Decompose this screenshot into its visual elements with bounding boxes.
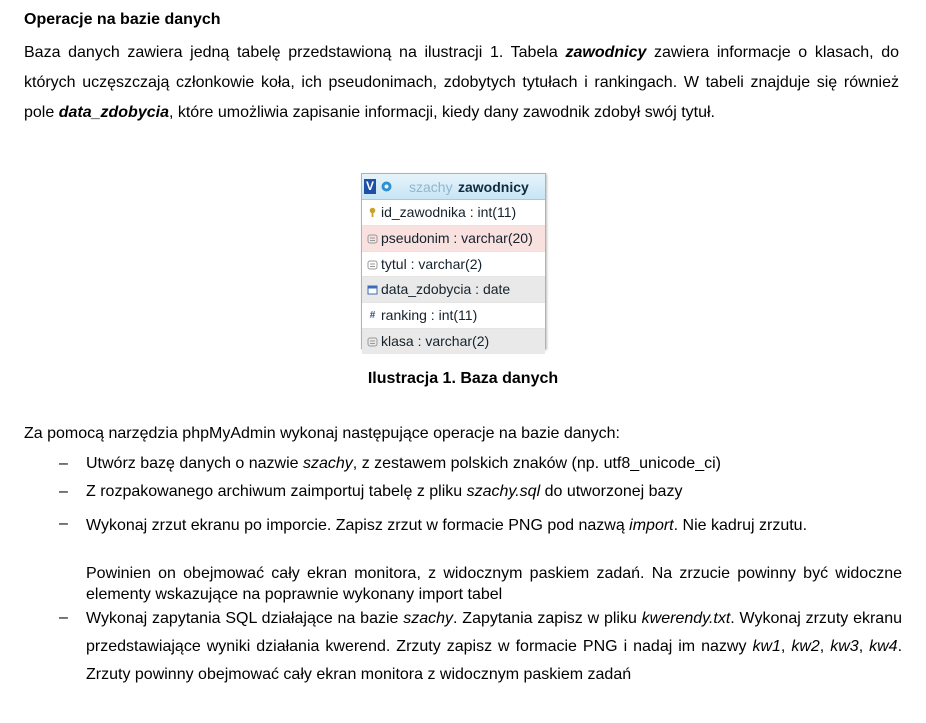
list-dash: – xyxy=(59,609,68,626)
text-run: , xyxy=(819,638,831,655)
table-field-row xyxy=(362,200,545,226)
database-table-diagram xyxy=(361,173,546,349)
text-run: do utworzonej bazy xyxy=(540,483,683,500)
table-name: zawodnicy xyxy=(458,179,529,195)
paragraph-emphasis: zawodnicy xyxy=(565,44,647,61)
text-emphasis: import xyxy=(629,517,674,534)
field-icon xyxy=(367,233,378,244)
text-run: Wykonaj zrzut ekranu po imporcie. Zapisz zrzut w formacie PNG pod nazwą xyxy=(86,517,630,534)
list-item-text xyxy=(86,455,902,473)
text-run: Wykonaj zapytania SQL działające na bazie xyxy=(86,610,404,627)
table-field-row xyxy=(362,303,545,329)
gear-icon xyxy=(380,180,393,193)
hash-icon: # xyxy=(369,310,376,322)
v-icon: V xyxy=(365,179,374,193)
table-field-row xyxy=(362,226,545,252)
table-field-row xyxy=(362,252,545,278)
list-dash: – xyxy=(59,483,68,500)
text-run: , xyxy=(858,638,870,655)
key-icon xyxy=(367,207,378,218)
field-label: data_zdobycia : date xyxy=(381,281,511,298)
list-dash: – xyxy=(59,515,68,532)
text-emphasis: kw3 xyxy=(830,638,859,655)
table-field-row xyxy=(362,329,545,354)
text-run: . Nie kadruj zrzutu. xyxy=(673,517,808,534)
text-run: , xyxy=(780,638,792,655)
paragraph-text: , które umożliwia zapisanie informacji, kiedy dany zawodnik zdobył swój tytuł. xyxy=(168,104,715,121)
database-name: szachy xyxy=(409,179,453,195)
list-item-text xyxy=(86,515,902,536)
field-label: ranking : int(11) xyxy=(381,307,478,324)
field-icon xyxy=(367,336,378,347)
text-run: . Zapytania zapisz w pliku xyxy=(453,610,642,627)
list-dash: – xyxy=(59,455,68,472)
field-label: pseudonim : varchar(20) xyxy=(381,229,533,246)
field-icon xyxy=(367,259,378,270)
list-item-text xyxy=(86,483,902,501)
text-emphasis: szachy.sql xyxy=(466,483,541,500)
text-run: . Zrzuty powinny obejmować cały ekran monitora z widocznym paskiem zadań xyxy=(86,638,903,683)
text-run: , z zestawem polskich znaków (np. utf8_unicode_ci) xyxy=(352,455,721,472)
field-label: klasa : varchar(2) xyxy=(381,332,490,349)
field-label: id_zawodnika : int(11) xyxy=(381,204,517,220)
list-item-continuation: Powinien on obejmować cały ekran monitora, z widocznym paskiem zadań. Na zrzucie powinny być widoczne elementy wskazujące na poprawnie wykonany import tabel xyxy=(86,565,902,603)
table-header xyxy=(362,174,545,200)
instructions-intro: Za pomocą narzędzia phpMyAdmin wykonaj następujące operacje na bazie danych: xyxy=(24,425,620,442)
figure-caption: Ilustracja 1. Baza danych xyxy=(367,370,559,387)
text-emphasis: szachy xyxy=(303,455,353,472)
calendar-icon xyxy=(367,284,378,295)
paragraph-text: Baza danych zawiera jedną tabelę przedstawioną na ilustracji 1. Tabela xyxy=(24,44,566,61)
paragraph-emphasis: data_zdobycia xyxy=(58,104,169,121)
text-emphasis: kw4 xyxy=(869,638,898,655)
text-run: Utwórz bazę danych o nazwie xyxy=(86,455,303,472)
text-run: . Wykonaj zrzuty ekranu przedstawiające wyniki działania kwerend. Zrzuty zapisz w formacie PNG i nadaj im nazwy xyxy=(86,610,903,655)
text-emphasis: kw1 xyxy=(752,638,781,655)
text-emphasis: kw2 xyxy=(791,638,820,655)
section-heading: Operacje na bazie danych xyxy=(24,11,221,28)
table-field-row xyxy=(362,277,545,303)
text-run: Z rozpakowanego archiwum zaimportuj tabelę z pliku xyxy=(86,483,467,500)
list-item-text xyxy=(86,605,902,689)
intro-paragraph xyxy=(24,38,899,128)
field-label: tytul : varchar(2) xyxy=(381,255,483,272)
paragraph-text: zawiera informacje o klasach, do których uczęszczają członkowie koła, ich pseudonimach, zdobytych tytułach i rankingach. W tabeli znajduje się również pole xyxy=(24,44,899,121)
text-emphasis: szachy xyxy=(403,610,454,627)
text-emphasis: kwerendy.txt xyxy=(641,610,731,627)
